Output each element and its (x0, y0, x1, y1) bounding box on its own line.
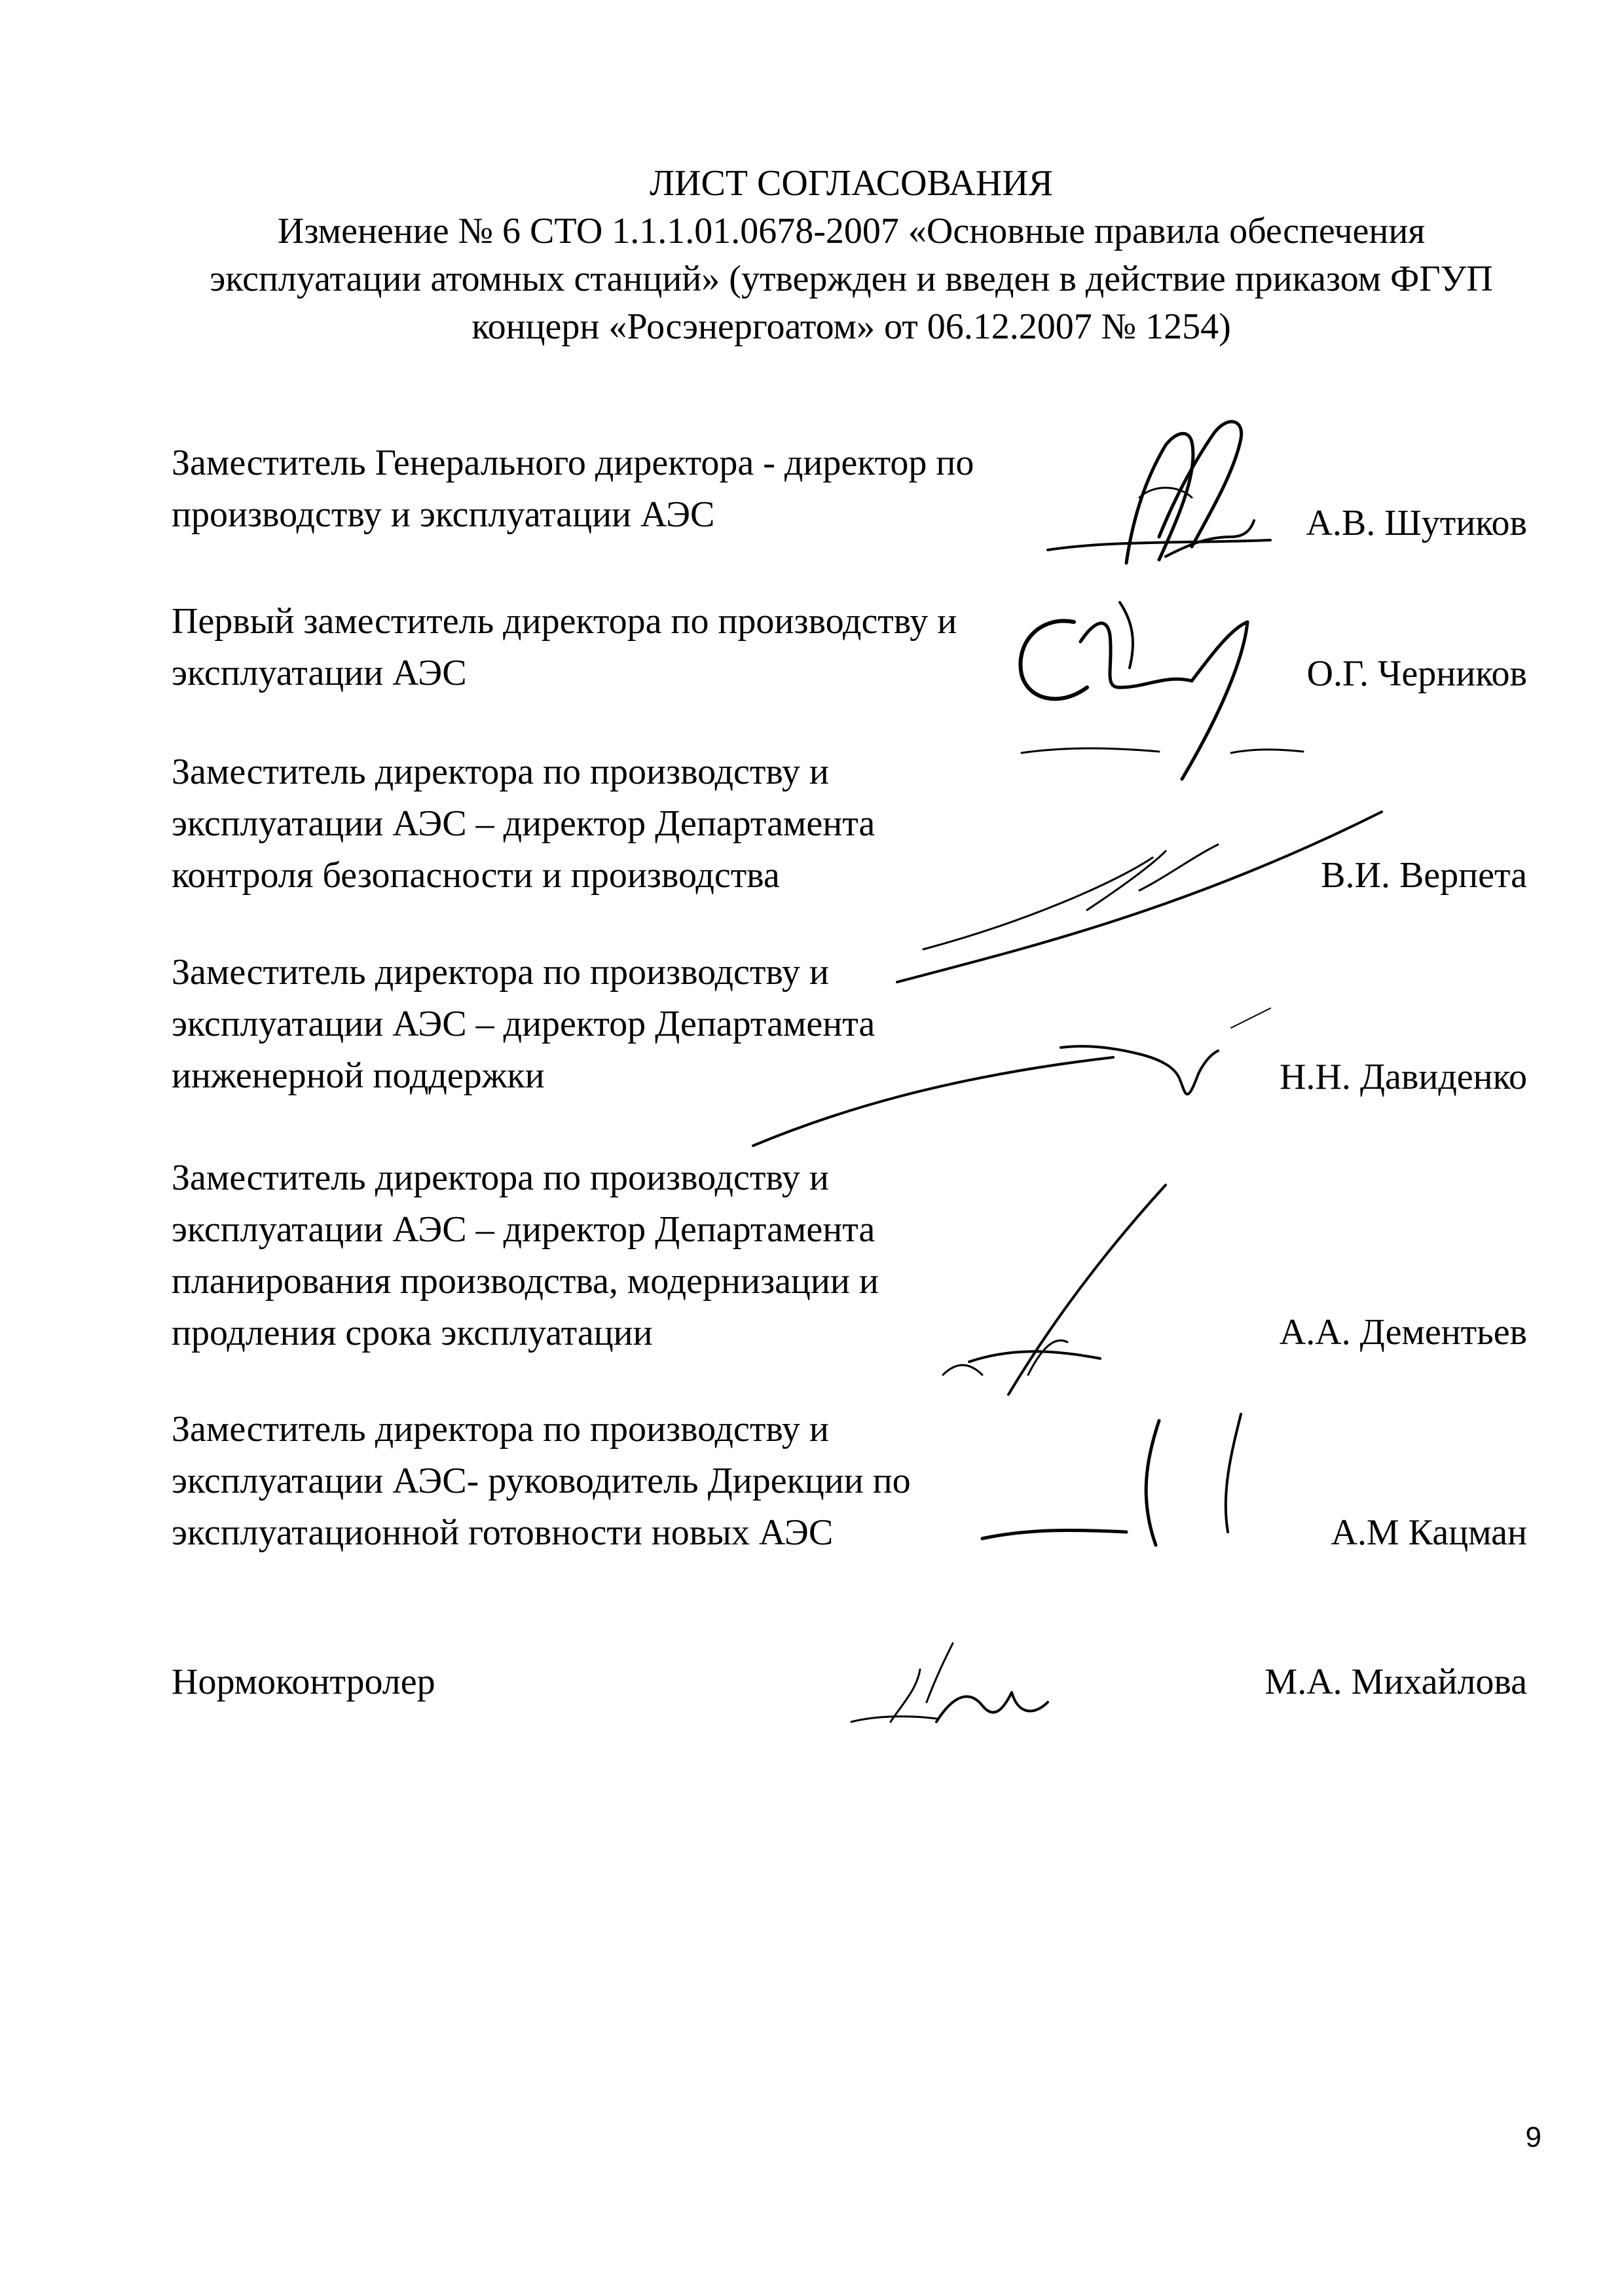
document-subtitle-line-2: эксплуатации атомных станций» (утвержден и введен в действие приказом ФГУП (210, 259, 1493, 299)
position-line: Заместитель директора по производству и (172, 752, 829, 792)
signature-verpeta (877, 799, 1401, 995)
position-line: эксплуатации АЭС- руководитель Дирекции по (172, 1461, 911, 1501)
approval-5-position (172, 1152, 879, 1359)
approval-1-name: А.В. Шутиков (1306, 503, 1527, 543)
document-header (105, 160, 1598, 351)
document-subtitle-line-3: концерн «Росэнергоатом» от 06.12.2007 № 1254) (471, 306, 1231, 347)
position-line: эксплуатационной готовности новых АЭС (172, 1512, 834, 1553)
position-line: Первый заместитель директора по производству и (172, 601, 957, 642)
position-line: Заместитель Генерального директора - директор по (172, 443, 974, 483)
position-line: эксплуатации АЭС – директор Департамента (172, 803, 876, 844)
approval-7-name: М.А. Михайлова (1264, 1662, 1527, 1702)
position-line: инженерной поддержки (172, 1055, 545, 1096)
signature-chernikov (995, 576, 1362, 799)
approval-4-name: Н.Н. Давиденко (1279, 1057, 1527, 1097)
approval-6-position (172, 1404, 911, 1559)
page-number: 9 (1525, 2121, 1541, 2153)
signature-katsman (969, 1401, 1336, 1565)
position-line: эксплуатации АЭС – директор Департамента (172, 1209, 876, 1250)
approval-1-position (172, 437, 974, 541)
position-line: продления срока эксплуатации (172, 1313, 653, 1353)
approval-3-name: В.И. Верпета (1321, 855, 1527, 896)
approval-2-position (172, 596, 957, 699)
signature-dementiev (930, 1178, 1205, 1414)
position-line: Нормоконтролер (172, 1662, 435, 1702)
position-line: Заместитель директора по производству и (172, 952, 829, 993)
approval-6-name: А.М Кацман (1331, 1512, 1527, 1553)
position-line: Заместитель директора по производству и (172, 1157, 829, 1198)
document-subtitle-line-1: Изменение № 6 СТО 1.1.1.01.0678-2007 «Основные правила обеспечения (277, 211, 1426, 251)
document-title: ЛИСТ СОГЛАСОВАНИЯ (650, 163, 1053, 204)
approval-3-position (172, 746, 875, 902)
signature-mikhailova (838, 1624, 1074, 1807)
position-line: контроля безопасности и производства (172, 855, 780, 896)
position-line: планирования производства, модернизации и (172, 1261, 879, 1302)
signature-davidenko (747, 995, 1336, 1172)
position-line: эксплуатации АЭС (172, 653, 467, 693)
approval-5-name: А.А. Дементьев (1279, 1312, 1527, 1353)
position-line: производству и эксплуатации АЭС (172, 494, 715, 535)
approval-2-name: О.Г. Черников (1306, 653, 1527, 694)
position-line: эксплуатации АЭС – директор Департамента (172, 1004, 876, 1044)
signature-shutikov (1035, 406, 1310, 589)
approval-7-position (172, 1656, 435, 1708)
position-line: Заместитель директора по производству и (172, 1409, 829, 1449)
